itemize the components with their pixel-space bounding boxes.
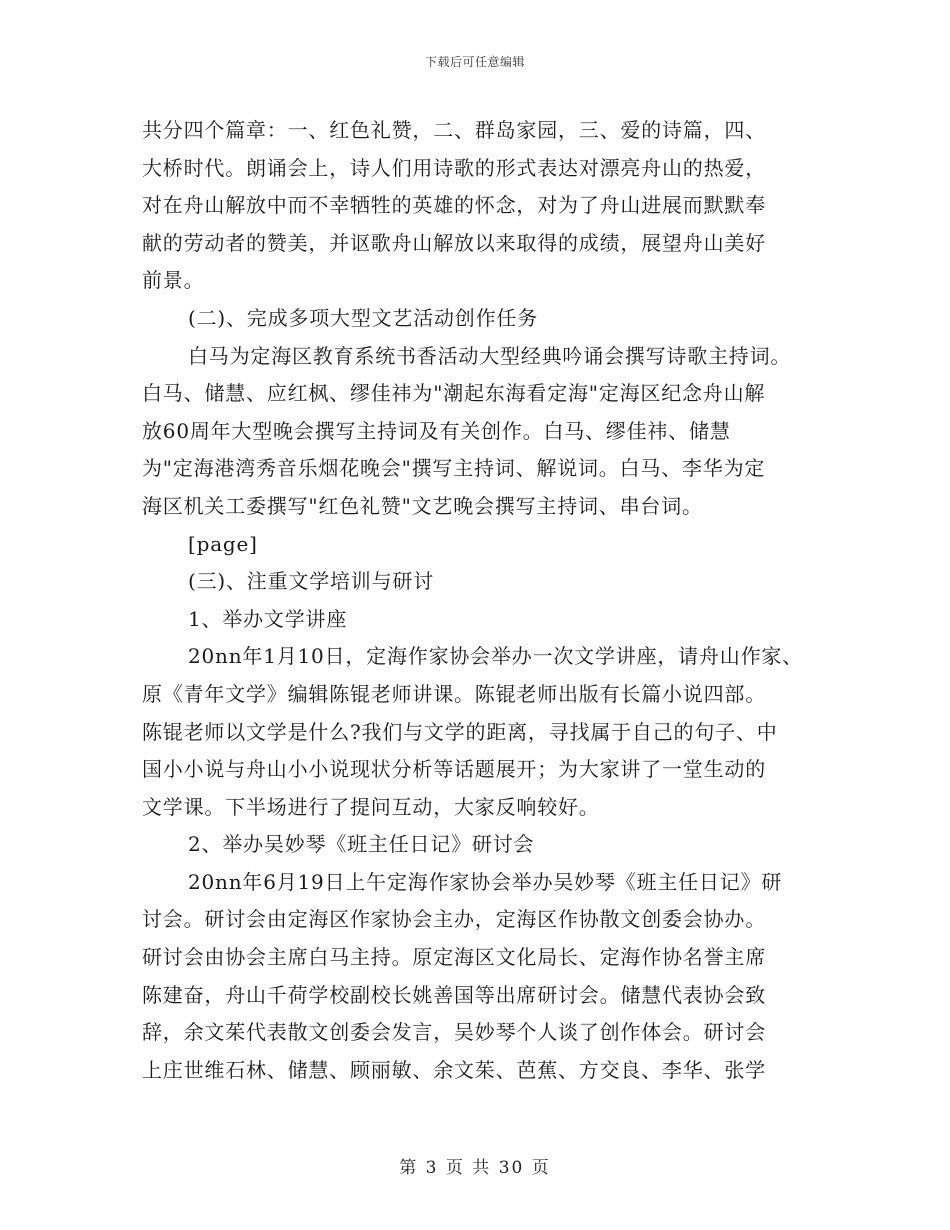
text-line: 白马为定海区教育系统书香活动大型经典吟诵会撰写诗歌主持词。: [188, 343, 792, 368]
text-line: 陈建奋，舟山千荷学校副校长姚善国等出席研讨会。储慧代表协会致: [142, 982, 766, 1007]
text-line: 文学课。下半场进行了提问互动，大家反响较好。: [142, 794, 600, 819]
text-line: 陈锟老师以文学是什么?我们与文学的距离，寻找属于自己的句子、中: [142, 719, 778, 744]
text-line: 20nn年1月10日，定海作家协会举办一次文学讲座，请舟山作家、: [188, 644, 803, 669]
text-line: 辞，余文茱代表散文创委会发言，吴妙琴个人谈了创作体会。研讨会: [142, 1020, 766, 1045]
text-line: (三)、注重文学培训与研讨: [188, 569, 435, 594]
text-line: 放60周年大型晚会撰写主持词及有关创作。白马、缪佳祎、储慧: [142, 418, 731, 443]
text-line: 2、举办吴妙琴《班主任日记》研讨会: [188, 832, 535, 857]
text-line: 1、举办文学讲座: [188, 606, 348, 631]
text-line: 研讨会由协会主席白马主持。原定海区文化局长、定海作协名誉主席: [142, 945, 766, 970]
text-line: 海区机关工委撰写"红色礼赞"文艺晚会撰写主持词、串台词。: [142, 493, 703, 518]
text-line: 原《青年文学》编辑陈锟老师讲课。陈锟老师出版有长篇小说四部。: [142, 681, 766, 706]
text-line: 国小小说与舟山小小说现状分析等话题展开；为大家讲了一堂生动的: [142, 757, 766, 782]
text-line: 前景。: [142, 268, 205, 293]
text-line: 20nn年6月19日上午定海作家协会举办吴妙琴《班主任日记》研: [188, 869, 783, 894]
text-line: 献的劳动者的赞美，并讴歌舟山解放以来取得的成绩，展望舟山美好: [142, 230, 766, 255]
header-note: 下载后可任意编辑: [424, 55, 525, 69]
text-line: 讨会。研讨会由定海区作家协会主办，定海区作协散文创委会协办。: [142, 907, 766, 932]
text-line: (二)、完成多项大型文艺活动创作任务: [188, 305, 539, 330]
text-line: 对在舟山解放中而不幸牺牲的英雄的怀念，对为了舟山进展而默默奉: [142, 193, 766, 218]
text-line: 大桥时代。朗诵会上，诗人们用诗歌的形式表达对漂亮舟山的热爱，: [142, 155, 766, 180]
text-line: 为"定海港湾秀音乐烟花晚会"撰写主持词、解说词。白马、李华为定: [142, 456, 766, 481]
page-footer: 第 3 页 共 30 页: [399, 1158, 551, 1178]
text-line: [page]: [188, 531, 258, 556]
text-line: 白马、储慧、应红枫、缪佳祎为"潮起东海看定海"定海区纪念舟山解: [142, 381, 766, 406]
text-line: 上庄世维石林、储慧、顾丽敏、余文茱、芭蕉、方交良、李华、张学: [142, 1057, 766, 1082]
document-body: [142, 112, 832, 1089]
text-line: 共分四个篇章：一、红色礼赞，二、群岛家园，三、爱的诗篇，四、: [142, 118, 766, 142]
